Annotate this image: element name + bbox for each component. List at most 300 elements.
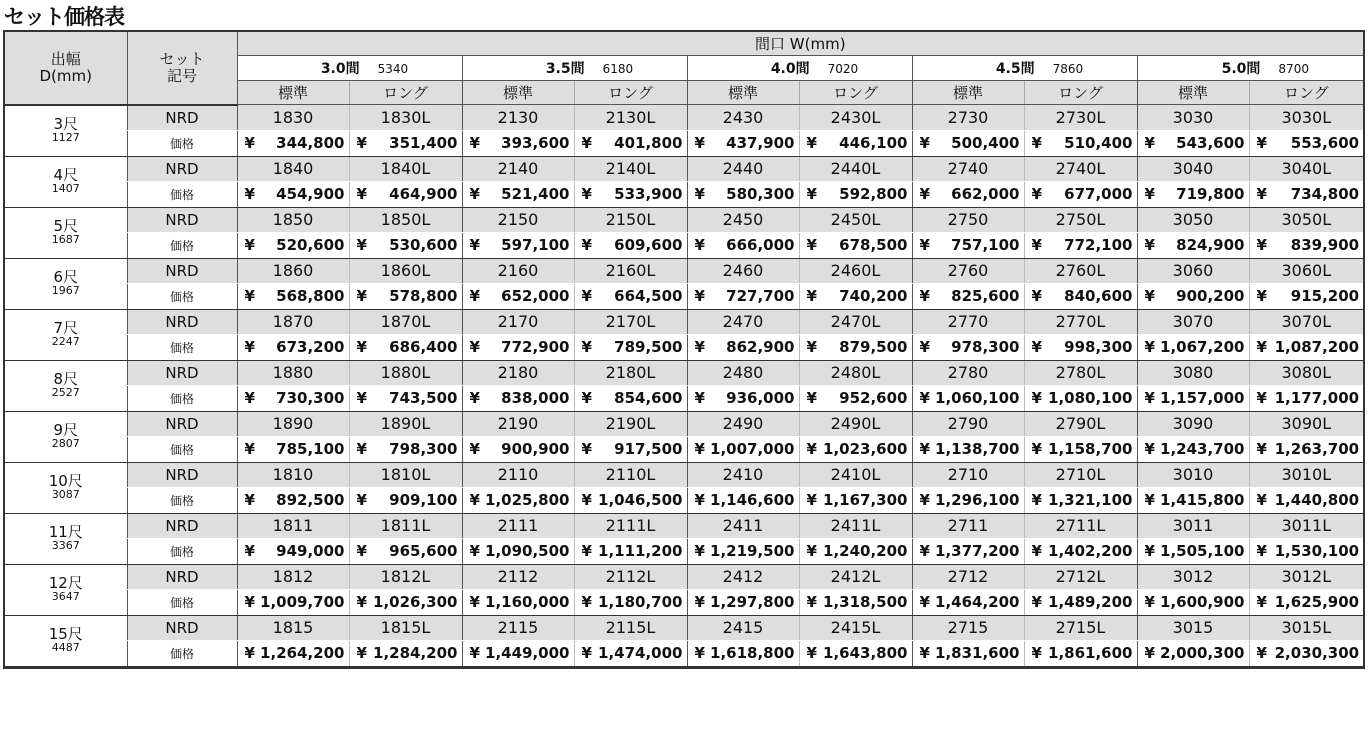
price-value: 840,600	[1064, 287, 1133, 305]
price-cell	[687, 181, 799, 207]
price-cell	[462, 640, 574, 666]
price-label: 価格	[127, 487, 237, 513]
set-code-cell: 1840	[237, 156, 349, 181]
price-cell	[462, 487, 574, 513]
price-cell	[237, 385, 349, 411]
price-cell	[574, 232, 687, 258]
price-value: 1,505,100	[1160, 542, 1245, 560]
depth-mm: 2527	[51, 385, 80, 399]
span-header	[687, 56, 912, 81]
table-row-codes	[5, 462, 1363, 487]
yen-sign: ¥	[1031, 593, 1042, 611]
price-value: 1,025,800	[485, 491, 570, 509]
price-value: 900,900	[501, 440, 570, 458]
price-value: 533,900	[614, 185, 683, 203]
depth-cell	[5, 462, 127, 513]
price-cell	[1137, 385, 1249, 411]
price-value: 666,000	[726, 236, 795, 254]
yen-sign: ¥	[919, 644, 930, 662]
price-cell	[1249, 487, 1363, 513]
set-code-cell: 2470	[687, 309, 799, 334]
price-value: 1,026,300	[373, 593, 458, 611]
price-label: 価格	[127, 334, 237, 360]
price-value: 580,300	[726, 185, 795, 203]
yen-sign: ¥	[1031, 185, 1042, 203]
yen-sign: ¥	[919, 338, 930, 356]
span-width-mm: 5340	[377, 62, 409, 76]
yen-sign: ¥	[356, 644, 367, 662]
set-code-cell: 2730L	[1024, 105, 1137, 131]
price-label: 価格	[127, 436, 237, 462]
yen-sign: ¥	[694, 134, 705, 152]
span-ken: 5.0間	[1221, 61, 1261, 77]
set-code-cell: 2111L	[574, 513, 687, 538]
price-value: 838,000	[501, 389, 570, 407]
price-cell	[462, 232, 574, 258]
yen-sign: ¥	[919, 593, 930, 611]
set-code-cell: 2440	[687, 156, 799, 181]
set-code-cell: 1840L	[349, 156, 462, 181]
set-code-cell: 1830	[237, 105, 349, 131]
depth-mm: 2807	[51, 436, 80, 450]
set-code-cell: 2150L	[574, 207, 687, 232]
price-cell	[574, 436, 687, 462]
set-code-cell: 2410L	[799, 462, 912, 487]
price-value: 1,600,900	[1160, 593, 1245, 611]
yen-sign: ¥	[469, 593, 480, 611]
price-cell	[237, 640, 349, 666]
price-cell	[349, 232, 462, 258]
price-cell	[1024, 538, 1137, 564]
price-value: 1,167,300	[823, 491, 908, 509]
set-code-cell: 3090L	[1249, 411, 1363, 436]
set-code-cell: 1890L	[349, 411, 462, 436]
span-header	[462, 56, 687, 81]
set-code-cell: 3011	[1137, 513, 1249, 538]
yen-sign: ¥	[919, 287, 930, 305]
yen-sign: ¥	[469, 644, 480, 662]
price-value: 1,402,200	[1048, 542, 1133, 560]
set-code-cell: 3015L	[1249, 615, 1363, 640]
price-value: 401,800	[614, 134, 683, 152]
price-value: 2,000,300	[1160, 644, 1245, 662]
set-code-cell: 3012L	[1249, 564, 1363, 589]
set-code-cell: 1860	[237, 258, 349, 283]
price-label: 価格	[127, 130, 237, 156]
yen-sign: ¥	[1031, 644, 1042, 662]
table-row-prices	[5, 589, 1363, 615]
span-width-mm: 6180	[602, 62, 634, 76]
table-row-codes	[5, 411, 1363, 436]
set-code-cell: 1812	[237, 564, 349, 589]
yen-sign: ¥	[1144, 542, 1155, 560]
set-code-cell: 2110L	[574, 462, 687, 487]
yen-sign: ¥	[1256, 287, 1267, 305]
table-row-prices	[5, 385, 1363, 411]
table-row-prices	[5, 232, 1363, 258]
price-value: 1,160,000	[485, 593, 570, 611]
set-code-cell: 2711	[912, 513, 1024, 538]
set-code-cell: 2490	[687, 411, 799, 436]
price-cell	[462, 181, 574, 207]
set-code-cell: 1890	[237, 411, 349, 436]
price-cell	[349, 334, 462, 360]
set-code-cell: 2470L	[799, 309, 912, 334]
set-code-cell: 2190L	[574, 411, 687, 436]
price-cell	[574, 334, 687, 360]
price-cell	[1249, 640, 1363, 666]
yen-sign: ¥	[581, 185, 592, 203]
yen-sign: ¥	[1144, 134, 1155, 152]
sub-header-standard: 標準	[1137, 81, 1249, 105]
yen-sign: ¥	[1256, 389, 1267, 407]
sub-header-long: ロング	[1024, 81, 1137, 105]
price-cell	[687, 589, 799, 615]
price-cell	[1137, 130, 1249, 156]
depth-cell	[5, 360, 127, 411]
set-code-cell: 3040L	[1249, 156, 1363, 181]
price-value: 393,600	[501, 134, 570, 152]
depth-mm: 1687	[51, 232, 80, 246]
price-cell	[1024, 640, 1137, 666]
page-title: セット価格表	[4, 5, 124, 29]
price-cell	[1024, 334, 1137, 360]
table-row-prices	[5, 283, 1363, 309]
yen-sign: ¥	[694, 644, 705, 662]
sub-header-standard: 標準	[912, 81, 1024, 105]
set-code-cell: 1815	[237, 615, 349, 640]
price-cell	[912, 385, 1024, 411]
price-cell	[574, 181, 687, 207]
set-code-cell: 2115L	[574, 615, 687, 640]
price-cell	[799, 181, 912, 207]
set-code-cell: 2112L	[574, 564, 687, 589]
yen-sign: ¥	[356, 593, 367, 611]
price-value: 1,489,200	[1048, 593, 1133, 611]
price-cell	[237, 487, 349, 513]
set-code-cell: 2411L	[799, 513, 912, 538]
yen-sign: ¥	[1256, 185, 1267, 203]
price-value: 1,625,900	[1274, 593, 1360, 611]
price-cell	[237, 130, 349, 156]
price-value: 789,500	[614, 338, 683, 356]
span-width-mm: 8700	[1278, 62, 1309, 76]
price-label: 価格	[127, 589, 237, 615]
yen-sign: ¥	[1144, 236, 1155, 254]
price-value: 2,030,300	[1274, 644, 1360, 662]
sub-header-standard: 標準	[462, 81, 574, 105]
price-value: 1,464,200	[935, 593, 1020, 611]
table-row-prices	[5, 487, 1363, 513]
price-value: 464,900	[389, 185, 458, 203]
yen-sign: ¥	[244, 134, 255, 152]
price-value: 446,100	[839, 134, 908, 152]
set-code-cell: 2160	[462, 258, 574, 283]
price-cell	[1024, 232, 1137, 258]
price-value: 351,400	[389, 134, 458, 152]
set-code-label: NRD	[127, 156, 237, 181]
price-value: 678,500	[839, 236, 908, 254]
set-code-cell: 2140	[462, 156, 574, 181]
price-value: 510,400	[1064, 134, 1133, 152]
price-cell	[1137, 232, 1249, 258]
price-value: 1,284,200	[373, 644, 458, 662]
price-cell	[912, 130, 1024, 156]
yen-sign: ¥	[581, 644, 592, 662]
price-value: 1,080,100	[1048, 389, 1133, 407]
price-value: 543,600	[1176, 134, 1245, 152]
set-code-label: NRD	[127, 309, 237, 334]
price-cell	[349, 436, 462, 462]
set-code-cell: 3030L	[1249, 105, 1363, 131]
set-code-cell: 2490L	[799, 411, 912, 436]
set-code-cell: 2770L	[1024, 309, 1137, 334]
set-code-header	[127, 32, 237, 105]
price-value: 1,297,800	[710, 593, 795, 611]
yen-sign: ¥	[1031, 338, 1042, 356]
set-code-cell: 1812L	[349, 564, 462, 589]
yen-sign: ¥	[806, 287, 817, 305]
yen-sign: ¥	[1256, 542, 1267, 560]
table-row-codes	[5, 105, 1363, 131]
sub-header-standard: 標準	[687, 81, 799, 105]
depth-shaku: 3尺	[53, 114, 79, 133]
price-value: 839,900	[1290, 236, 1360, 254]
price-cell	[912, 589, 1024, 615]
yen-sign: ¥	[1256, 236, 1267, 254]
price-cell	[1249, 181, 1363, 207]
set-code-cell: 2180	[462, 360, 574, 385]
yen-sign: ¥	[244, 491, 255, 509]
price-value: 798,300	[389, 440, 458, 458]
price-value: 1,090,500	[485, 542, 570, 560]
price-value: 730,300	[276, 389, 345, 407]
price-cell	[462, 538, 574, 564]
price-cell	[1024, 283, 1137, 309]
set-code-cell: 1811L	[349, 513, 462, 538]
set-code-cell: 3070	[1137, 309, 1249, 334]
price-label: 価格	[127, 640, 237, 666]
price-value: 757,100	[951, 236, 1020, 254]
yen-sign: ¥	[244, 440, 255, 458]
price-value: 1,177,000	[1274, 389, 1360, 407]
depth-shaku: 15尺	[48, 624, 83, 643]
yen-sign: ¥	[1031, 287, 1042, 305]
price-value: 785,100	[276, 440, 345, 458]
depth-cell	[5, 156, 127, 207]
set-code-cell: 3080L	[1249, 360, 1363, 385]
depth-cell	[5, 564, 127, 615]
yen-sign: ¥	[694, 440, 705, 458]
yen-sign: ¥	[244, 644, 255, 662]
price-value: 686,400	[389, 338, 458, 356]
price-value: 1,111,200	[598, 542, 683, 560]
yen-sign: ¥	[694, 593, 705, 611]
price-value: 727,700	[726, 287, 795, 305]
set-code-cell: 3011L	[1249, 513, 1363, 538]
yen-sign: ¥	[694, 287, 705, 305]
set-label-line2: 記号	[166, 66, 197, 85]
set-code-cell: 2450	[687, 207, 799, 232]
price-value: 743,500	[389, 389, 458, 407]
price-cell	[462, 130, 574, 156]
set-code-label: NRD	[127, 564, 237, 589]
set-code-label: NRD	[127, 462, 237, 487]
set-code-label: NRD	[127, 411, 237, 436]
price-cell	[1024, 181, 1137, 207]
yen-sign: ¥	[806, 491, 817, 509]
price-cell	[349, 538, 462, 564]
set-code-label: NRD	[127, 258, 237, 283]
depth-mm: 3647	[51, 589, 80, 603]
price-cell	[462, 283, 574, 309]
set-code-cell: 2480L	[799, 360, 912, 385]
price-cell	[1024, 130, 1137, 156]
price-value: 936,000	[726, 389, 795, 407]
span-ken: 3.5間	[545, 61, 585, 77]
set-code-cell: 2770	[912, 309, 1024, 334]
set-code-cell: 2140L	[574, 156, 687, 181]
price-cell	[1024, 589, 1137, 615]
price-value: 1,643,800	[823, 644, 908, 662]
yen-sign: ¥	[244, 389, 255, 407]
depth-shaku: 7尺	[53, 318, 79, 337]
depth-cell	[5, 513, 127, 564]
yen-sign: ¥	[806, 185, 817, 203]
yen-sign: ¥	[581, 389, 592, 407]
price-value: 677,000	[1064, 185, 1133, 203]
yen-sign: ¥	[1256, 440, 1267, 458]
price-label: 価格	[127, 181, 237, 207]
price-label: 価格	[127, 385, 237, 411]
price-cell	[1137, 436, 1249, 462]
price-cell	[349, 181, 462, 207]
price-cell	[462, 436, 574, 462]
yen-sign: ¥	[806, 236, 817, 254]
set-code-cell: 2480	[687, 360, 799, 385]
set-code-label: NRD	[127, 360, 237, 385]
yen-sign: ¥	[469, 287, 480, 305]
yen-sign: ¥	[1144, 593, 1155, 611]
price-value: 1,087,200	[1274, 338, 1360, 356]
table-row-codes	[5, 360, 1363, 385]
price-cell	[237, 283, 349, 309]
price-cell	[1024, 487, 1137, 513]
price-cell	[1249, 589, 1363, 615]
depth-mm: 2247	[51, 334, 80, 348]
set-code-cell: 2740L	[1024, 156, 1137, 181]
set-code-cell: 3030	[1137, 105, 1249, 131]
yen-sign: ¥	[1144, 389, 1155, 407]
price-value: 949,000	[276, 542, 345, 560]
set-code-cell: 2460L	[799, 258, 912, 283]
yen-sign: ¥	[1031, 491, 1042, 509]
price-value: 530,600	[389, 236, 458, 254]
yen-sign: ¥	[919, 185, 930, 203]
price-value: 1,618,800	[710, 644, 795, 662]
table-row-codes	[5, 309, 1363, 334]
price-cell	[799, 385, 912, 411]
price-value: 1,243,700	[1160, 440, 1245, 458]
price-cell	[349, 640, 462, 666]
yen-sign: ¥	[919, 134, 930, 152]
price-value: 1,318,500	[823, 593, 908, 611]
yen-sign: ¥	[1256, 644, 1267, 662]
price-value: 521,400	[501, 185, 570, 203]
price-value: 500,400	[951, 134, 1020, 152]
price-cell	[462, 589, 574, 615]
yen-sign: ¥	[244, 236, 255, 254]
depth-label: 出幅	[50, 49, 81, 68]
price-value: 1,530,100	[1274, 542, 1360, 560]
price-value: 772,100	[1064, 236, 1133, 254]
table-row-codes	[5, 615, 1363, 640]
price-cell	[1137, 181, 1249, 207]
price-value: 900,200	[1176, 287, 1245, 305]
set-code-cell: 2712	[912, 564, 1024, 589]
depth-shaku: 9尺	[53, 420, 79, 439]
yen-sign: ¥	[469, 134, 480, 152]
price-cell	[687, 130, 799, 156]
set-code-cell: 3070L	[1249, 309, 1363, 334]
set-code-cell: 2760	[912, 258, 1024, 283]
set-code-cell: 1850L	[349, 207, 462, 232]
price-cell	[574, 385, 687, 411]
price-cell	[687, 640, 799, 666]
price-value: 740,200	[839, 287, 908, 305]
price-value: 879,500	[839, 338, 908, 356]
span-width-mm: 7020	[827, 62, 859, 76]
price-value: 520,600	[276, 236, 345, 254]
price-value: 1,067,200	[1160, 338, 1245, 356]
price-value: 1,321,100	[1048, 491, 1133, 509]
yen-sign: ¥	[469, 338, 480, 356]
yen-sign: ¥	[1144, 185, 1155, 203]
price-cell	[799, 640, 912, 666]
set-code-cell: 3060	[1137, 258, 1249, 283]
set-code-cell: 1860L	[349, 258, 462, 283]
price-value: 673,200	[276, 338, 345, 356]
price-cell	[687, 538, 799, 564]
depth-mm: 3087	[51, 487, 80, 501]
price-cell	[237, 436, 349, 462]
yen-sign: ¥	[806, 134, 817, 152]
price-cell	[1249, 232, 1363, 258]
set-code-cell: 2430	[687, 105, 799, 131]
set-code-cell: 2712L	[1024, 564, 1137, 589]
set-code-cell: 2130L	[574, 105, 687, 131]
price-cell	[1024, 385, 1137, 411]
yen-sign: ¥	[356, 440, 367, 458]
price-value: 1,146,600	[710, 491, 795, 509]
set-code-cell: 1810	[237, 462, 349, 487]
price-value: 592,800	[839, 185, 908, 203]
set-code-cell: 2715L	[1024, 615, 1137, 640]
set-code-cell: 2111	[462, 513, 574, 538]
yen-sign: ¥	[694, 236, 705, 254]
set-code-cell: 1830L	[349, 105, 462, 131]
yen-sign: ¥	[581, 338, 592, 356]
price-value: 915,200	[1290, 287, 1360, 305]
yen-sign: ¥	[1031, 134, 1042, 152]
set-code-cell: 3060L	[1249, 258, 1363, 283]
price-value: 1,060,100	[935, 389, 1020, 407]
set-code-cell: 2780L	[1024, 360, 1137, 385]
depth-shaku: 11尺	[48, 522, 83, 541]
yen-sign: ¥	[244, 185, 255, 203]
depth-mm: 1967	[51, 283, 80, 297]
depth-shaku: 12尺	[48, 573, 83, 592]
